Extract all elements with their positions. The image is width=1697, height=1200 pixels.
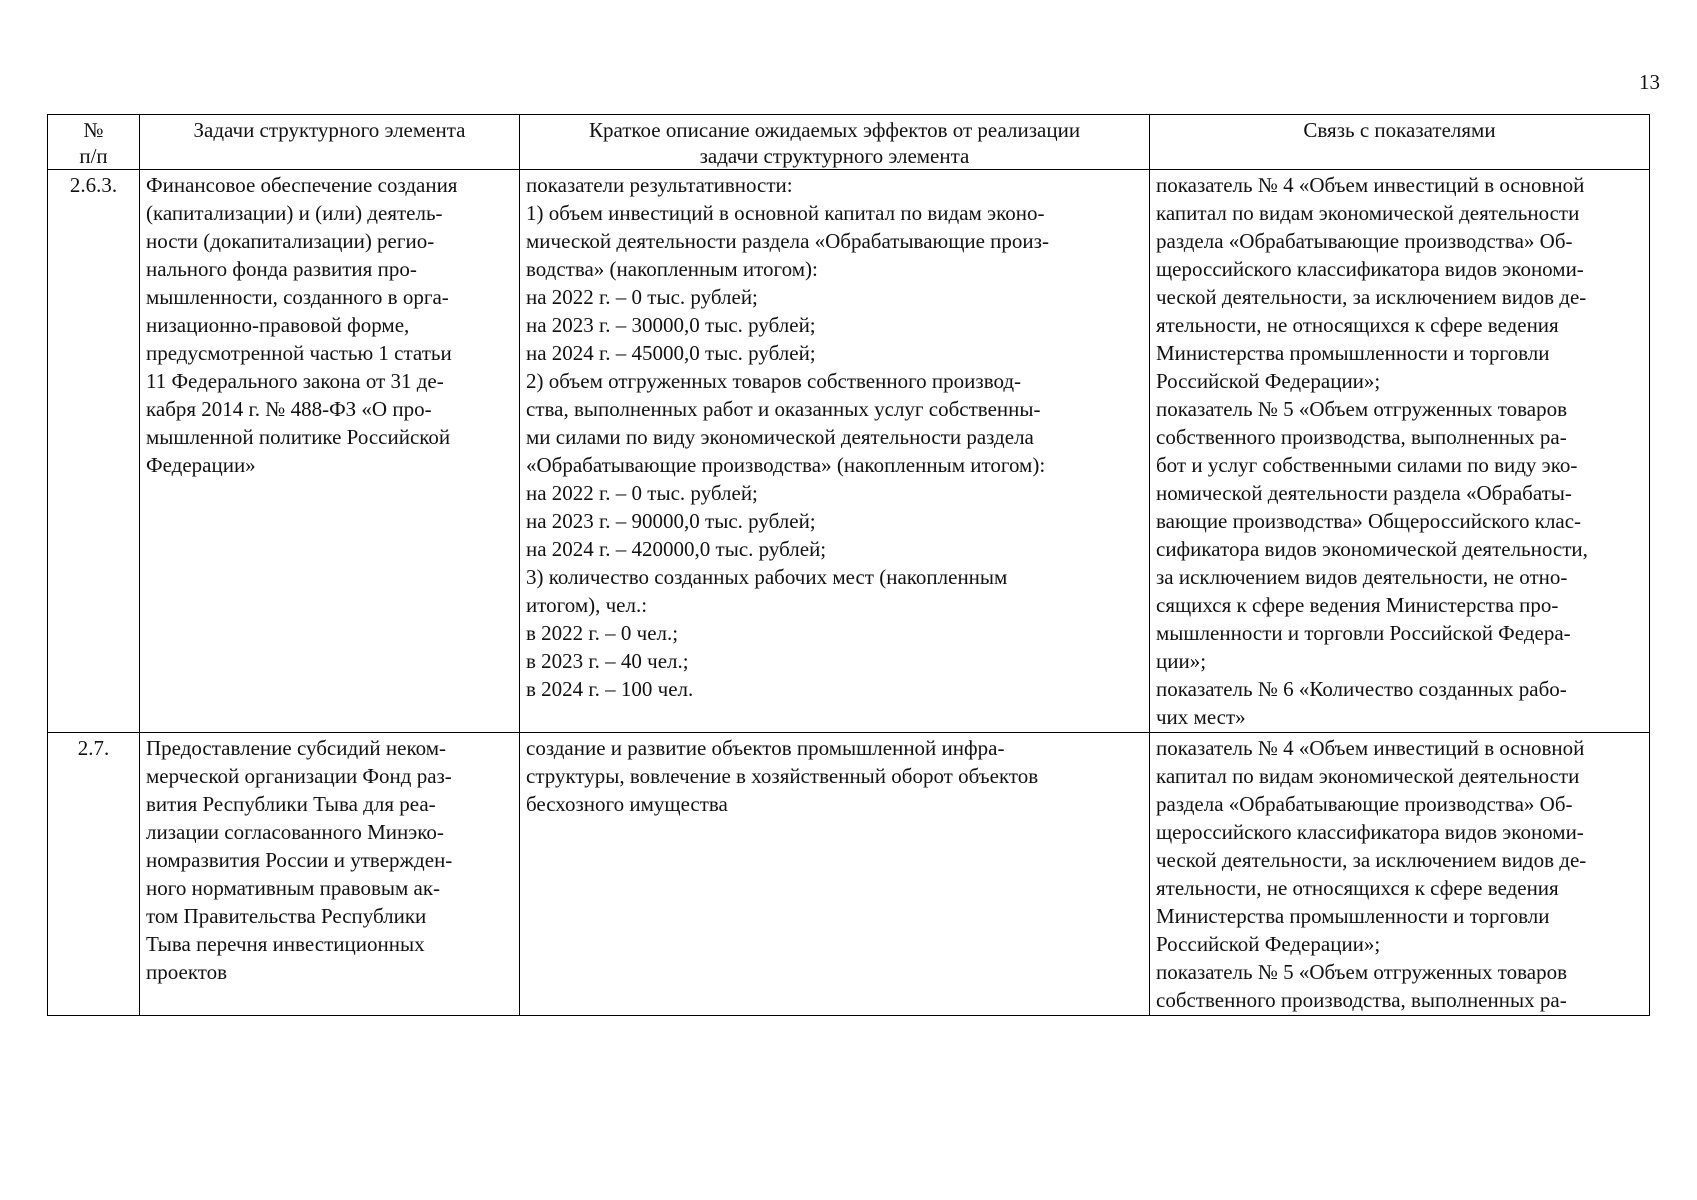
text-line: показатель № 5 «Объем отгруженных товаров bbox=[1156, 960, 1568, 984]
text-line: ческой деятельности, за исключением видов де- bbox=[1156, 848, 1587, 872]
text-line: мышленной политике Российской bbox=[146, 425, 451, 449]
header-indicators bbox=[1150, 115, 1650, 170]
text-line: 3) количество созданных рабочих мест (накопленным bbox=[526, 565, 1008, 589]
text-line: лизации согласованного Минэко- bbox=[146, 820, 444, 844]
text-line: 2) объем отгруженных товаров собственного производ- bbox=[526, 369, 1022, 393]
text-line: предусмотренной частью 1 статьи bbox=[146, 341, 452, 365]
effects-cell bbox=[520, 733, 1150, 1016]
text-line: раздела «Обрабатывающие производства» Об- bbox=[1156, 229, 1573, 253]
header-line: № bbox=[83, 118, 104, 142]
text-line: на 2023 г. – 90000,0 тыс. рублей; bbox=[526, 509, 816, 533]
text-line: показатель № 5 «Объем отгруженных товаров bbox=[1156, 397, 1568, 421]
text-line: капитал по видам экономической деятельности bbox=[1156, 201, 1580, 225]
text-line: мышленности и торговли Российской Федера- bbox=[1156, 621, 1571, 645]
text-line: вающие производства» Общероссийского клас- bbox=[1156, 509, 1582, 533]
text-line: кабря 2014 г. № 488-ФЗ «О про- bbox=[146, 397, 432, 421]
text-line: том Правительства Республики bbox=[146, 904, 427, 928]
text-line: собственного производства, выполненных ра- bbox=[1156, 988, 1567, 1012]
header-line: п/п bbox=[79, 144, 108, 168]
text-line: щероссийского классификатора видов экономи- bbox=[1156, 820, 1584, 844]
task-cell bbox=[140, 170, 520, 733]
text-line: за исключением видов деятельности, не отно- bbox=[1156, 565, 1568, 589]
text-line: собственного производства, выполненных ра- bbox=[1156, 425, 1567, 449]
text-line: ятельности, не относящихся к сфере ведения bbox=[1156, 313, 1559, 337]
text-line: ности (докапитализации) регио- bbox=[146, 229, 435, 253]
task-cell bbox=[140, 733, 520, 1016]
header-line: Связь с показателями bbox=[1303, 118, 1496, 142]
text-line: Тыва перечня инвестиционных bbox=[146, 932, 425, 956]
text-line: нального фонда развития про- bbox=[146, 257, 417, 281]
text-line: низационно-правовой форме, bbox=[146, 313, 410, 337]
text-line: 1) объем инвестиций в основной капитал по видам эконо- bbox=[526, 201, 1045, 225]
text-line: показатель № 6 «Количество созданных рабо- bbox=[1156, 677, 1567, 701]
table-row bbox=[48, 733, 1650, 1016]
text-line: номической деятельности раздела «Обрабаты- bbox=[1156, 481, 1572, 505]
text-line: итогом), чел.: bbox=[526, 593, 648, 617]
text-line: водства» (накопленным итогом): bbox=[526, 257, 818, 281]
text-line: Предоставление субсидий неком- bbox=[146, 736, 446, 760]
text-line: в 2023 г. – 40 чел.; bbox=[526, 649, 689, 673]
text-line: ства, выполненных работ и оказанных услуг собственны- bbox=[526, 397, 1041, 421]
header-number bbox=[48, 115, 140, 170]
row-number: 2.7. bbox=[48, 733, 140, 1016]
text-line: на 2024 г. – 420000,0 тыс. рублей; bbox=[526, 537, 827, 561]
header-line: задачи структурного элемента bbox=[699, 144, 970, 168]
indicators-cell bbox=[1150, 733, 1650, 1016]
table-row bbox=[48, 170, 1650, 733]
header-line: Краткое описание ожидаемых эффектов от реализации bbox=[588, 118, 1081, 142]
text-line: в 2022 г. – 0 чел.; bbox=[526, 621, 679, 645]
text-line: на 2022 г. – 0 тыс. рублей; bbox=[526, 285, 758, 309]
row-number: 2.6.3. bbox=[48, 170, 140, 733]
text-line: Министерства промышленности и торговли bbox=[1156, 341, 1550, 365]
text-line: ного нормативным правовым ак- bbox=[146, 876, 441, 900]
text-line: (капитализации) и (или) деятель- bbox=[146, 201, 443, 225]
text-line: Российской Федерации»; bbox=[1156, 369, 1381, 393]
text-line: проектов bbox=[146, 960, 228, 984]
text-line: показатель № 4 «Объем инвестиций в основной bbox=[1156, 173, 1585, 197]
indicators-cell bbox=[1150, 170, 1650, 733]
text-line: мышленности, созданного в орга- bbox=[146, 285, 449, 309]
text-line: на 2023 г. – 30000,0 тыс. рублей; bbox=[526, 313, 816, 337]
text-line: на 2022 г. – 0 тыс. рублей; bbox=[526, 481, 758, 505]
header-tasks bbox=[140, 115, 520, 170]
effects-cell bbox=[520, 170, 1150, 733]
page-number: 13 bbox=[1639, 70, 1660, 94]
table-header-row bbox=[48, 115, 1650, 170]
text-line: «Обрабатывающие производства» (накопленным итогом): bbox=[526, 453, 1046, 477]
text-line: Российской Федерации»; bbox=[1156, 932, 1381, 956]
text-line: раздела «Обрабатывающие производства» Об- bbox=[1156, 792, 1573, 816]
text-line: структуры, вовлечение в хозяйственный оборот объектов bbox=[526, 764, 1039, 788]
text-line: Федерации» bbox=[146, 453, 256, 477]
text-line: мерческой организации Фонд раз- bbox=[146, 764, 452, 788]
text-line: капитал по видам экономической деятельности bbox=[1156, 764, 1580, 788]
text-line: щероссийского классификатора видов экономи- bbox=[1156, 257, 1584, 281]
text-line: номразвития России и утвержден- bbox=[146, 848, 453, 872]
text-line: показатели результативности: bbox=[526, 173, 793, 197]
text-line: сификатора видов экономической деятельности, bbox=[1156, 537, 1588, 561]
text-line: ятельности, не относящихся к сфере ведения bbox=[1156, 876, 1559, 900]
header-effects bbox=[520, 115, 1150, 170]
text-line: чих мест» bbox=[1156, 705, 1246, 729]
text-line: мической деятельности раздела «Обрабатывающие произ- bbox=[526, 229, 1049, 253]
text-line: ми силами по виду экономической деятельности раздела bbox=[526, 425, 1034, 449]
text-line: ции»; bbox=[1156, 649, 1207, 673]
header-line: Задачи структурного элемента bbox=[193, 118, 466, 142]
measures-table bbox=[47, 114, 1650, 1016]
text-line: на 2024 г. – 45000,0 тыс. рублей; bbox=[526, 341, 816, 365]
text-line: показатель № 4 «Объем инвестиций в основной bbox=[1156, 736, 1585, 760]
text-line: Министерства промышленности и торговли bbox=[1156, 904, 1550, 928]
text-line: Финансовое обеспечение создания bbox=[146, 173, 458, 197]
text-line: в 2024 г. – 100 чел. bbox=[526, 677, 694, 701]
text-line: бот и услуг собственными силами по виду эко- bbox=[1156, 453, 1578, 477]
text-line: сящихся к сфере ведения Министерства про- bbox=[1156, 593, 1559, 617]
text-line: создание и развитие объектов промышленной инфра- bbox=[526, 736, 1005, 760]
text-line: бесхозного имущества bbox=[526, 792, 728, 816]
text-line: вития Республики Тыва для реа- bbox=[146, 792, 436, 816]
text-line: 11 Федерального закона от 31 де- bbox=[146, 369, 444, 393]
text-line: ческой деятельности, за исключением видов де- bbox=[1156, 285, 1587, 309]
